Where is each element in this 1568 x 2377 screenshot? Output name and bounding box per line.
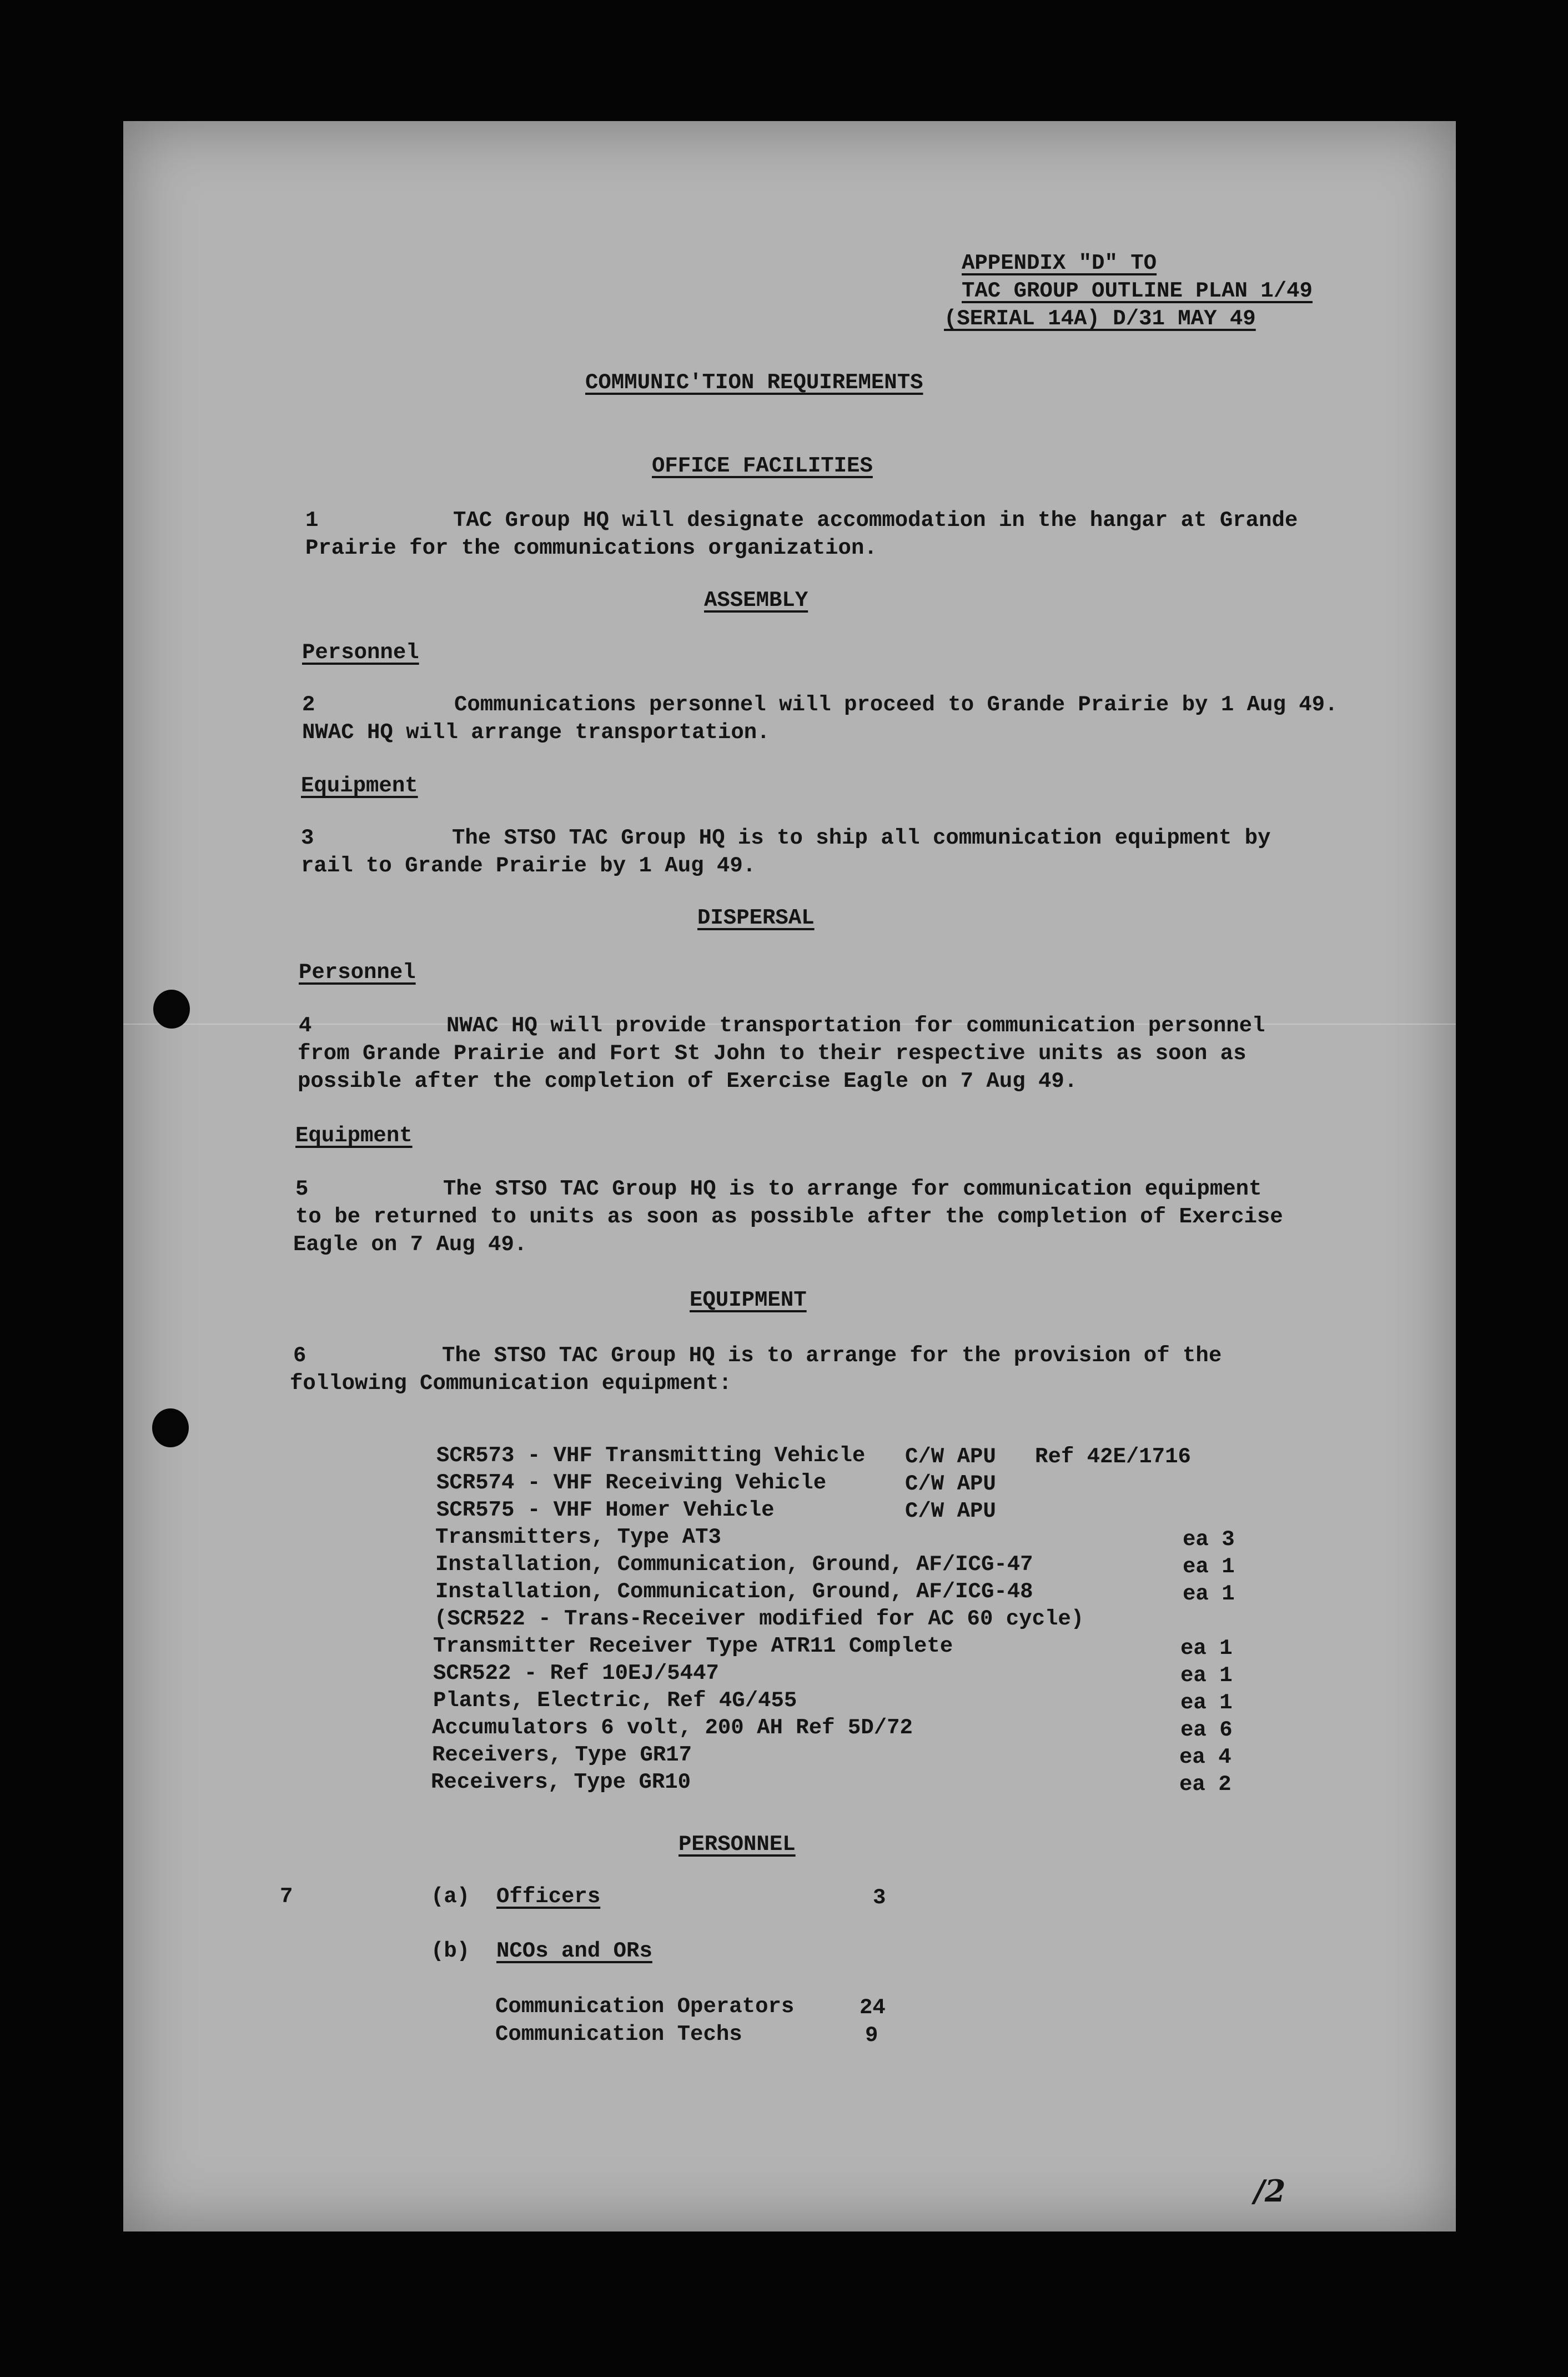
officers-count: 3: [873, 1885, 886, 1910]
para-3-number: 3: [301, 826, 314, 850]
role-count: 24: [860, 1995, 886, 2020]
subheading-equipment-2: Equipment: [295, 1124, 413, 1148]
para-2-number: 2: [302, 693, 315, 717]
item-a-label: (a): [431, 1884, 470, 1909]
equipment-item-qty: ea 2: [1179, 1772, 1232, 1797]
para-4-number: 4: [299, 1014, 312, 1038]
para-6-number: 6: [293, 1343, 306, 1368]
heading-dispersal: DISPERSAL: [697, 906, 815, 930]
heading-assembly: ASSEMBLY: [704, 588, 808, 613]
heading-equipment: EQUIPMENT: [690, 1288, 807, 1312]
equipment-item-qty: ea 4: [1179, 1745, 1232, 1769]
para-6-line-1: The STSO TAC Group HQ is to arrange for the provision of the: [442, 1343, 1222, 1368]
heading-personnel: PERSONNEL: [679, 1832, 796, 1857]
equipment-item: Accumulators 6 volt, 200 AH Ref 5D/72: [432, 1716, 913, 1740]
para-5-number: 5: [295, 1177, 309, 1201]
para-3-line-2: rail to Grande Prairie by 1 Aug 49.: [301, 854, 756, 878]
equipment-item-qty: ea 1: [1183, 1582, 1235, 1606]
para-4-line-3: possible after the completion of Exercise Eagle on 7 Aug 49.: [298, 1069, 1078, 1094]
appendix-line-1: APPENDIX "D" TO: [962, 251, 1157, 275]
page-continuation-mark: /2: [1254, 2173, 1286, 2209]
para-2-line-1: Communications personnel will proceed to Grande Prairie by 1 Aug 49.: [454, 693, 1338, 717]
para-1-line-2: Prairie for the communications organization.: [305, 536, 877, 560]
equipment-item: SCR575 - VHF Homer Vehicle: [436, 1498, 775, 1522]
subheading-personnel-2: Personnel: [299, 960, 416, 985]
role-name: Communication Techs: [495, 2022, 742, 2047]
document-title: COMMUNIC'TION REQUIREMENTS: [585, 370, 923, 395]
para-5-line-2: to be returned to units as soon as possible after the completion of Exercise: [295, 1205, 1283, 1229]
heading-office-facilities: OFFICE FACILITIES: [652, 454, 873, 478]
equipment-item-qty: ea 6: [1180, 1718, 1233, 1742]
equipment-item: Receivers, Type GR17: [432, 1743, 692, 1767]
para-4-line-2: from Grande Prairie and Fort St John to their respective units as soon as: [298, 1041, 1247, 1066]
punch-hole: [152, 1408, 189, 1447]
para-6-line-2: following Communication equipment:: [290, 1371, 732, 1396]
para-1-line-1: TAC Group HQ will designate accommodation in the hangar at Grande: [453, 508, 1298, 533]
para-7-number: 7: [280, 1884, 293, 1909]
para-4-line-1: NWAC HQ will provide transportation for communication personnel: [446, 1014, 1265, 1038]
equipment-item-qty: ea 1: [1180, 1636, 1233, 1661]
para-5-line-1: The STSO TAC Group HQ is to arrange for communication equipment: [443, 1177, 1262, 1201]
equipment-item: Installation, Communication, Ground, AF/ICG-48: [435, 1579, 1033, 1604]
equipment-item-qty: ea 1: [1180, 1663, 1233, 1688]
para-5-line-3: Eagle on 7 Aug 49.: [293, 1232, 527, 1257]
para-2-line-2: NWAC HQ will arrange transportation.: [302, 720, 770, 745]
equipment-item: (SCR522 - Trans-Receiver modified for AC 60 cycle): [434, 1607, 1084, 1631]
equipment-item-extra: C/W APU: [905, 1499, 996, 1523]
appendix-line-2: TAC GROUP OUTLINE PLAN 1/49: [962, 279, 1313, 303]
para-1-number: 1: [305, 508, 319, 533]
equipment-item: Transmitter Receiver Type ATR11 Complete: [433, 1634, 953, 1658]
document-page: [123, 121, 1456, 2231]
equipment-item-qty: ea 1: [1180, 1691, 1233, 1715]
equipment-item: SCR573 - VHF Transmitting Vehicle: [436, 1443, 866, 1468]
equipment-item: Plants, Electric, Ref 4G/455: [433, 1688, 797, 1713]
equipment-item-extra: C/W APU: [905, 1472, 996, 1496]
equipment-item-qty: ea 1: [1183, 1554, 1235, 1579]
subheading-personnel: Personnel: [302, 640, 419, 665]
role-count: 9: [865, 2023, 878, 2048]
equipment-item-extra: C/W APU Ref 42E/1716: [905, 1445, 1191, 1469]
equipment-item: Receivers, Type GR10: [431, 1770, 691, 1794]
para-3-line-1: The STSO TAC Group HQ is to ship all communication equipment by: [452, 826, 1271, 850]
item-b-label: (b): [431, 1939, 470, 1963]
equipment-item: SCR574 - VHF Receiving Vehicle: [436, 1471, 827, 1495]
ncos-heading: NCOs and ORs: [496, 1939, 652, 1963]
punch-hole: [153, 990, 190, 1029]
officers-heading: Officers: [496, 1884, 601, 1909]
equipment-item: SCR522 - Ref 10EJ/5447: [433, 1661, 719, 1686]
appendix-line-3: (SERIAL 14A) D/31 MAY 49: [944, 307, 1256, 331]
role-name: Communication Operators: [495, 1994, 795, 2019]
equipment-item: Installation, Communication, Ground, AF/ICG-47: [435, 1552, 1033, 1577]
equipment-item: Transmitters, Type AT3: [435, 1525, 721, 1549]
subheading-equipment: Equipment: [301, 774, 418, 798]
equipment-item-qty: ea 3: [1183, 1527, 1235, 1552]
